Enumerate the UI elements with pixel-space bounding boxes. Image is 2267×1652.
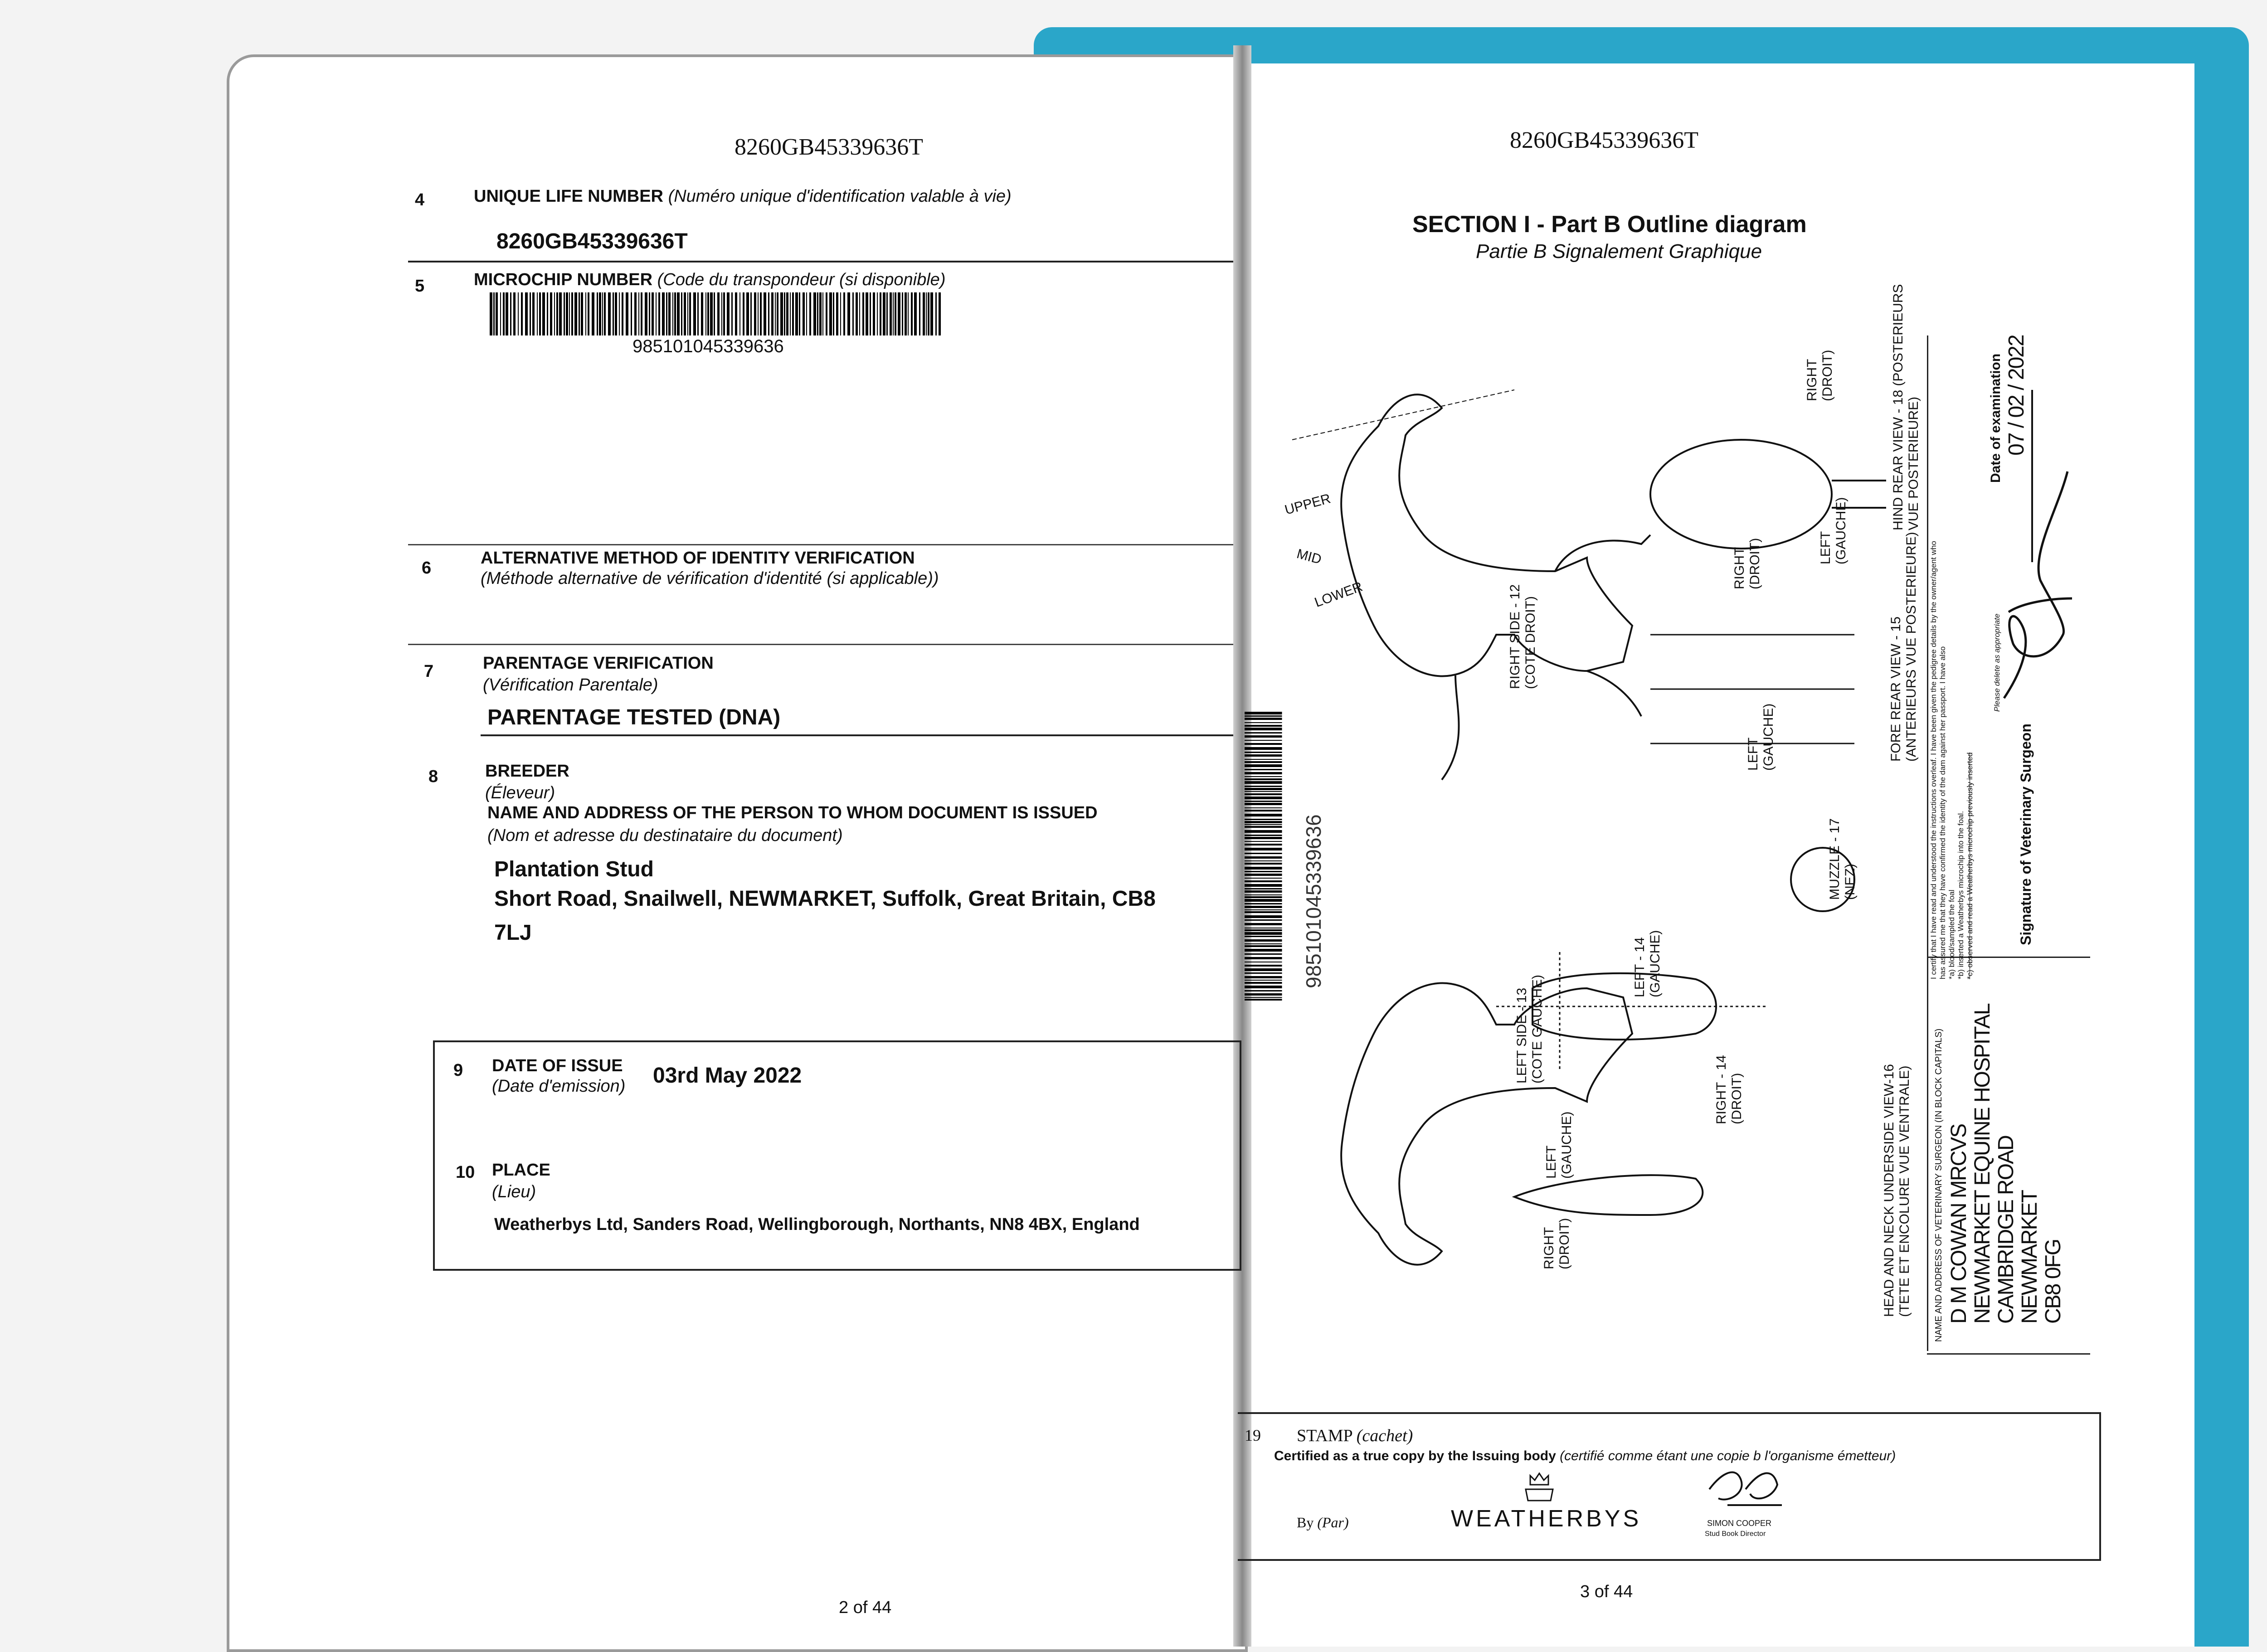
diagram-label-right-a: RIGHT (DROIT) [1805,350,1835,401]
section-7-number: 7 [424,662,434,681]
section-6-label-fr: (Méthode alternative de vérification d'identité (si applicable)) [481,569,939,588]
section-6-number: 6 [422,559,432,578]
section-9-label: DATE OF ISSUE [492,1056,623,1075]
diagram-label-fore-view: FORE REAR VIEW - 15 (ANTERIEURS VUE POSTERIEURE) [1888,532,1919,762]
section-8-number: 8 [428,767,438,786]
section-7-label-fr: (Vérification Parentale) [483,675,658,695]
stamp-by: By (Par) [1297,1514,1349,1531]
unique-life-number: 8260GB45339636T [496,229,688,253]
section-4-label: UNIQUE LIFE NUMBER (Numéro unique d'identification valable à vie) [474,187,1012,206]
vet-address: D M COWAN MRCVS NEWMARKET EQUINE HOSPITAL CAMBRIDGE ROAD NEWMARKET CB8 0FG [1947,1004,2065,1324]
section-8-label: BREEDER [485,762,569,781]
section-19-number: 19 [1245,1426,1261,1444]
delete-note: Please delete as appropriate [1993,613,2001,712]
breeder-name: Plantation Stud [494,857,654,881]
date-of-examination: 07 / 02 / 2022 [2004,335,2029,456]
diagram-label-hind-view: HIND REAR VIEW - 18 (POSTERIEURS VUE POSTERIEURE) [1891,284,1921,530]
section-5-number: 5 [415,277,425,296]
diagram-label-left-14: LEFT - 14 (GAUCHE) [1632,930,1663,997]
microchip-barcode [490,292,945,335]
microchip-number: 985101045339636 [632,336,784,356]
date-of-issue: 03rd May 2022 [653,1064,802,1088]
diagram-label-left-c: LEFT (GAUCHE) [1544,1111,1574,1179]
certification-text: I certify that I have read and understood the instructions overleaf. I have been given the pedigree details by the owner/agent who has assured me that they have confirmed the identity of the dam against her passport. I have also *a) blood/sampled the foal *b) inserted a Weatherbys microchip into the foal. *c) observed and read a Weatherbys microchip previously inserted [1929,541,1974,979]
breeder-address-line1: Short Road, Snailwell, NEWMARKET, Suffolk, Great Britain, CB8 [494,887,1156,911]
signatory-name: SIMON COOPER [1707,1519,1772,1528]
breeder-address-line2: 7LJ [494,921,532,945]
diagram-label-mid: MID [1295,546,1323,568]
diagram-label-head-neck: HEAD AND NECK UNDERSIDE VIEW-16 (TETE ET ENCOLURE VUE VENTRALE) [1882,1064,1912,1317]
section-4-number: 4 [415,190,425,209]
section-title: SECTION I - Part B Outline diagram [1412,211,1807,238]
diagram-label-left-a: LEFT (GAUCHE) [1818,497,1849,564]
weatherbys-logo-text: WEATHERBYS [1451,1506,1642,1532]
section-subtitle: Partie B Signalement Graphique [1476,240,1762,262]
section-6-label: ALTERNATIVE METHOD OF IDENTITY VERIFICATION [481,549,915,568]
vet-signature [1995,453,2086,707]
director-signature [1700,1462,1791,1512]
divider [408,644,1233,645]
divider [1927,1353,2090,1355]
right-page-number: 3 of 44 [1580,1582,1633,1601]
side-barcode-number: 985101045339636 [1302,814,1325,988]
section-10-label: PLACE [492,1161,550,1180]
section-8-label2: NAME AND ADDRESS OF THE PERSON TO WHOM DOCUMENT IS ISSUED [487,803,1098,822]
certified-copy-text: Certified as a true copy by the Issuing body (certifié comme étant une copie b l'organisme émetteur) [1274,1448,1896,1463]
section-10-number: 10 [456,1163,475,1182]
signature-label: Signature of Veterinary Surgeon [2018,724,2034,945]
section-5-label: MICROCHIP NUMBER (Code du transpondeur (si disponible) [474,270,946,289]
vet-address-label: NAME AND ADDRESS OF VETERINARY SURGEON (IN BLOCK CAPITALS) [1934,1028,1944,1342]
diagram-label-left-b: LEFT (GAUCHE) [1746,703,1776,771]
section-8-label-fr: (Éleveur) [485,783,555,802]
diagram-label-right-c: RIGHT (DROIT) [1542,1218,1572,1269]
divider [408,261,1233,262]
parentage-value: PARENTAGE TESTED (DNA) [487,705,781,729]
section-7-label: PARENTAGE VERIFICATION [483,654,714,673]
exam-date-line [2031,390,2033,562]
diagram-label-lower: LOWER [1313,579,1365,611]
divider [408,544,1233,545]
diagram-label-muzzle: MUZZLE - 17 (NEZ) [1827,818,1858,900]
diagram-label-right-b: RIGHT (DROIT) [1732,538,1762,589]
right-header-number: 8260GB45339636T [1510,127,1698,153]
weatherbys-crest-icon [1521,1471,1557,1503]
diagram-label-upper: UPPER [1283,491,1333,518]
diagram-label-right-side: RIGHT SIDE - 12 (COTE DROIT) [1508,584,1538,689]
cert-panel-border [1927,335,1928,1351]
section-10-label-fr: (Lieu) [492,1182,536,1201]
date-of-examination-label: Date of examination [1988,353,2003,483]
signatory-title: Stud Book Director [1705,1530,1766,1538]
place-of-issue: Weatherbys Ltd, Sanders Road, Wellingborough, Northants, NN8 4BX, England [494,1215,1140,1234]
divider [481,734,1233,736]
left-header-number: 8260GB45339636T [735,134,923,160]
left-page-number: 2 of 44 [839,1598,892,1617]
section-9-label-fr: (Date d'emission) [492,1077,626,1096]
diagram-label-left-side: LEFT SIDE - 13 (COTE GAUCHE) [1514,975,1545,1084]
diagram-label-right-14: RIGHT - 14 (DROIT) [1714,1055,1744,1124]
section-8-label2-fr: (Nom et adresse du destinataire du document) [487,826,843,845]
stamp-label: STAMP (cachet) [1297,1426,1413,1445]
section-9-number: 9 [453,1061,463,1080]
